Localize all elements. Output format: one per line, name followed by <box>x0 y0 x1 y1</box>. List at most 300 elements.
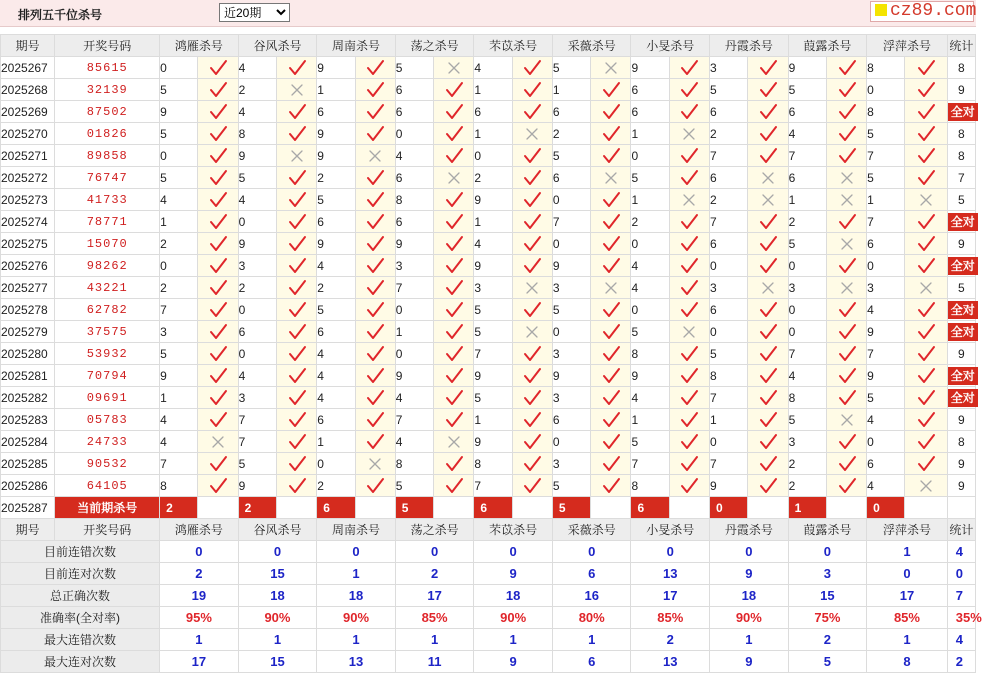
result-cell <box>434 123 474 145</box>
total-cell: 5 <box>947 277 975 299</box>
result-cell <box>748 123 788 145</box>
draw-number-cell: 70794 <box>55 365 160 387</box>
total-cell: 7 <box>947 167 975 189</box>
current-kill-value: 2 <box>160 497 198 519</box>
result-cell <box>198 431 238 453</box>
header-row <box>1 519 976 541</box>
kill-value-cell: 8 <box>160 475 198 497</box>
check-icon <box>365 411 385 429</box>
all-correct-badge: 全对 <box>948 257 978 275</box>
table-row <box>1 387 976 409</box>
result-cell <box>748 321 788 343</box>
check-icon <box>208 257 228 275</box>
kill-value-cell: 0 <box>552 189 590 211</box>
total-cell: 9 <box>947 343 975 365</box>
header-cell: 芣苡杀号 <box>474 519 553 541</box>
kill-value-cell: 5 <box>631 167 669 189</box>
kill-value-cell: 3 <box>552 277 590 299</box>
kill-value-cell: 9 <box>867 365 905 387</box>
all-correct-badge: 全对 <box>948 213 978 231</box>
kill-value-cell: 9 <box>474 431 512 453</box>
draw-number-cell: 09691 <box>55 387 160 409</box>
header-cell: 小旻杀号 <box>631 519 710 541</box>
total-cell <box>947 299 975 321</box>
result-cell <box>669 409 709 431</box>
check-icon <box>601 147 621 165</box>
check-icon <box>287 477 307 495</box>
stats-value: 6 <box>552 563 631 585</box>
total-cell <box>947 387 975 409</box>
check-icon <box>837 455 857 473</box>
check-icon <box>601 345 621 363</box>
check-icon <box>916 81 936 99</box>
check-icon <box>601 455 621 473</box>
check-icon <box>758 235 778 253</box>
kill-value-cell: 4 <box>317 387 355 409</box>
kill-value-cell: 0 <box>395 343 433 365</box>
kill-value-cell: 6 <box>395 79 433 101</box>
check-icon <box>522 455 542 473</box>
kill-value-cell: 4 <box>788 123 826 145</box>
kill-value-cell: 2 <box>788 475 826 497</box>
check-icon <box>522 59 542 77</box>
check-icon <box>916 389 936 407</box>
check-icon <box>444 125 464 143</box>
stats-value: 4 <box>947 541 975 563</box>
stats-row <box>1 651 976 673</box>
issue-cell: 2025269 <box>1 101 55 123</box>
all-correct-badge: 全对 <box>948 103 978 121</box>
result-cell <box>512 211 552 233</box>
header-cell: 葭露杀号 <box>788 35 867 57</box>
kill-value-cell: 8 <box>788 387 826 409</box>
kill-value-cell: 0 <box>160 145 198 167</box>
kill-value-cell: 5 <box>710 343 748 365</box>
kill-value-cell: 9 <box>474 365 512 387</box>
check-icon <box>208 213 228 231</box>
cross-icon <box>916 191 936 209</box>
stats-label: 目前连对次数 <box>1 563 160 585</box>
result-cell <box>826 255 866 277</box>
result-cell <box>748 475 788 497</box>
table-row <box>1 299 976 321</box>
kill-value-cell: 2 <box>238 277 276 299</box>
result-cell <box>591 123 631 145</box>
total-cell: 9 <box>947 475 975 497</box>
result-cell <box>669 255 709 277</box>
result-cell <box>198 453 238 475</box>
stats-value: 13 <box>317 651 396 673</box>
kill-value-cell: 3 <box>395 255 433 277</box>
kill-value-cell: 2 <box>631 211 669 233</box>
header-cell: 期号 <box>1 35 55 57</box>
check-icon <box>679 279 699 297</box>
kill-value-cell: 5 <box>552 475 590 497</box>
check-icon <box>522 169 542 187</box>
kill-value-cell: 9 <box>474 189 512 211</box>
table-row <box>1 409 976 431</box>
kill-value-cell: 4 <box>395 387 433 409</box>
kill-value-cell: 5 <box>552 299 590 321</box>
kill-value-cell: 9 <box>160 365 198 387</box>
result-cell <box>905 299 947 321</box>
kill-value-cell: 5 <box>395 57 433 79</box>
check-icon <box>601 301 621 319</box>
check-icon <box>287 103 307 121</box>
kill-value-cell: 1 <box>710 409 748 431</box>
check-icon <box>365 367 385 385</box>
stats-label: 准确率(全对率) <box>1 607 160 629</box>
result-cell <box>826 365 866 387</box>
total-cell: 9 <box>947 409 975 431</box>
result-cell <box>276 211 316 233</box>
check-icon <box>916 345 936 363</box>
stats-value: 2 <box>395 563 474 585</box>
cross-icon <box>758 191 778 209</box>
kill-value-cell: 1 <box>474 211 512 233</box>
result-cell <box>905 343 947 365</box>
check-icon <box>522 103 542 121</box>
total-cell <box>947 255 975 277</box>
current-total-cell <box>947 497 975 519</box>
result-cell <box>591 189 631 211</box>
stats-value: 4 <box>947 629 975 651</box>
current-kill-value: 0 <box>867 497 905 519</box>
check-icon <box>679 103 699 121</box>
kill-value-cell: 5 <box>238 167 276 189</box>
result-cell <box>355 189 395 211</box>
issue-cell: 2025283 <box>1 409 55 431</box>
result-cell <box>669 233 709 255</box>
check-icon <box>916 433 936 451</box>
stats-value: 90% <box>317 607 396 629</box>
result-cell <box>669 343 709 365</box>
period-select[interactable] <box>219 3 290 22</box>
result-cell <box>591 321 631 343</box>
result-cell <box>905 431 947 453</box>
stats-value: 1 <box>317 629 396 651</box>
draw-number-cell: 37575 <box>55 321 160 343</box>
check-icon <box>679 81 699 99</box>
check-icon <box>837 125 857 143</box>
kill-value-cell: 9 <box>552 255 590 277</box>
result-cell <box>748 365 788 387</box>
result-cell <box>591 277 631 299</box>
result-cell <box>512 299 552 321</box>
check-icon <box>758 301 778 319</box>
result-cell <box>355 431 395 453</box>
check-icon <box>365 169 385 187</box>
current-blank-cell <box>748 497 788 519</box>
check-icon <box>916 367 936 385</box>
kill-value-cell: 4 <box>867 409 905 431</box>
cross-icon <box>208 433 228 451</box>
check-icon <box>444 411 464 429</box>
result-cell <box>512 277 552 299</box>
check-icon <box>522 257 542 275</box>
result-cell <box>748 79 788 101</box>
check-icon <box>679 411 699 429</box>
result-cell <box>669 299 709 321</box>
kill-value-cell: 0 <box>631 233 669 255</box>
kill-value-cell: 2 <box>238 79 276 101</box>
kill-value-cell: 0 <box>317 453 355 475</box>
kill-value-cell: 3 <box>160 321 198 343</box>
check-icon <box>444 81 464 99</box>
draw-number-cell: 98262 <box>55 255 160 277</box>
check-icon <box>208 323 228 341</box>
stats-row <box>1 629 976 651</box>
current-issue-row <box>1 497 976 519</box>
kill-value-cell: 2 <box>160 233 198 255</box>
check-icon <box>758 81 778 99</box>
kill-value-cell: 4 <box>317 343 355 365</box>
kill-value-cell: 7 <box>238 431 276 453</box>
result-cell <box>591 79 631 101</box>
stats-row <box>1 541 976 563</box>
result-cell <box>591 101 631 123</box>
result-cell <box>512 189 552 211</box>
result-cell <box>512 343 552 365</box>
logo-text: cz89.com <box>890 1 977 21</box>
result-cell <box>748 189 788 211</box>
result-cell <box>748 233 788 255</box>
kill-value-cell: 9 <box>238 145 276 167</box>
stats-value: 7 <box>947 585 975 607</box>
kill-value-cell: 9 <box>238 233 276 255</box>
result-cell <box>591 453 631 475</box>
draw-number-cell: 05783 <box>55 409 160 431</box>
result-cell <box>826 57 866 79</box>
kill-value-cell: 0 <box>788 255 826 277</box>
result-cell <box>198 365 238 387</box>
result-cell <box>669 123 709 145</box>
stats-value: 13 <box>631 563 710 585</box>
stats-value: 90% <box>238 607 317 629</box>
kill-value-cell: 6 <box>867 453 905 475</box>
check-icon <box>837 59 857 77</box>
result-cell <box>826 431 866 453</box>
kill-value-cell: 4 <box>395 145 433 167</box>
result-cell <box>826 453 866 475</box>
issue-cell: 2025280 <box>1 343 55 365</box>
draw-number-cell: 90532 <box>55 453 160 475</box>
result-cell <box>591 343 631 365</box>
result-cell <box>355 255 395 277</box>
cross-icon <box>287 147 307 165</box>
kill-number-table <box>0 34 982 673</box>
issue-cell: 2025273 <box>1 189 55 211</box>
kill-value-cell: 9 <box>160 101 198 123</box>
check-icon <box>758 147 778 165</box>
result-cell <box>355 57 395 79</box>
result-cell <box>276 79 316 101</box>
kill-value-cell: 6 <box>710 233 748 255</box>
site-logo[interactable] <box>870 1 977 22</box>
result-cell <box>276 431 316 453</box>
stats-value: 11 <box>395 651 474 673</box>
result-cell <box>669 321 709 343</box>
result-cell <box>669 189 709 211</box>
kill-value-cell: 7 <box>710 145 748 167</box>
check-icon <box>522 147 542 165</box>
check-icon <box>208 103 228 121</box>
check-icon <box>444 213 464 231</box>
kill-value-cell: 0 <box>788 321 826 343</box>
draw-number-cell: 15070 <box>55 233 160 255</box>
stats-value: 1 <box>238 629 317 651</box>
result-cell <box>198 387 238 409</box>
kill-value-cell: 5 <box>631 321 669 343</box>
check-icon <box>208 147 228 165</box>
check-icon <box>208 279 228 297</box>
result-cell <box>905 277 947 299</box>
stats-value: 17 <box>631 585 710 607</box>
check-icon <box>287 301 307 319</box>
kill-value-cell: 0 <box>867 431 905 453</box>
kill-value-cell: 7 <box>867 211 905 233</box>
check-icon <box>208 235 228 253</box>
check-icon <box>679 301 699 319</box>
current-kill-value: 6 <box>317 497 355 519</box>
header-cell: 葭露杀号 <box>788 519 867 541</box>
total-cell: 9 <box>947 453 975 475</box>
current-kill-value: 1 <box>788 497 826 519</box>
check-icon <box>758 477 778 495</box>
check-icon <box>601 389 621 407</box>
cross-icon <box>444 169 464 187</box>
stats-value: 0 <box>788 541 867 563</box>
table-row <box>1 277 976 299</box>
stats-value: 3 <box>788 563 867 585</box>
stats-value: 1 <box>395 629 474 651</box>
result-cell <box>276 255 316 277</box>
stats-value: 95% <box>160 607 239 629</box>
kill-value-cell: 2 <box>317 167 355 189</box>
all-correct-badge: 全对 <box>948 301 978 319</box>
check-icon <box>916 125 936 143</box>
table-row <box>1 365 976 387</box>
kill-value-cell: 1 <box>474 79 512 101</box>
kill-value-cell: 5 <box>552 57 590 79</box>
stats-value: 85% <box>395 607 474 629</box>
cross-icon <box>679 125 699 143</box>
check-icon <box>758 345 778 363</box>
result-cell <box>434 321 474 343</box>
kill-value-cell: 2 <box>710 123 748 145</box>
check-icon <box>522 213 542 231</box>
result-cell <box>198 189 238 211</box>
result-cell <box>512 57 552 79</box>
kill-value-cell: 9 <box>867 321 905 343</box>
check-icon <box>444 301 464 319</box>
check-icon <box>287 345 307 363</box>
stats-value: 0 <box>160 541 239 563</box>
kill-value-cell: 8 <box>395 453 433 475</box>
check-icon <box>522 191 542 209</box>
result-cell <box>276 321 316 343</box>
check-icon <box>444 103 464 121</box>
check-icon <box>758 455 778 473</box>
kill-value-cell: 1 <box>160 211 198 233</box>
result-cell <box>748 57 788 79</box>
kill-value-cell: 5 <box>474 321 512 343</box>
result-cell <box>355 453 395 475</box>
kill-value-cell: 9 <box>317 233 355 255</box>
total-cell <box>947 365 975 387</box>
kill-value-cell: 5 <box>788 233 826 255</box>
header-row <box>1 35 976 57</box>
kill-value-cell: 6 <box>710 101 748 123</box>
result-cell <box>355 123 395 145</box>
issue-cell: 2025282 <box>1 387 55 409</box>
result-cell <box>748 343 788 365</box>
kill-value-cell: 5 <box>710 79 748 101</box>
check-icon <box>208 367 228 385</box>
current-label: 当前期杀号 <box>55 497 160 519</box>
stats-value: 90% <box>710 607 789 629</box>
check-icon <box>837 257 857 275</box>
kill-value-cell: 8 <box>710 365 748 387</box>
header-cell: 荡之杀号 <box>395 519 474 541</box>
result-cell <box>748 453 788 475</box>
kill-value-cell: 0 <box>395 123 433 145</box>
result-cell <box>512 321 552 343</box>
check-icon <box>679 367 699 385</box>
result-cell <box>748 409 788 431</box>
kill-value-cell: 0 <box>395 299 433 321</box>
result-cell <box>434 365 474 387</box>
table-row <box>1 255 976 277</box>
current-kill-value: 0 <box>710 497 748 519</box>
draw-number-cell: 24733 <box>55 431 160 453</box>
check-icon <box>365 345 385 363</box>
check-icon <box>287 257 307 275</box>
check-icon <box>758 433 778 451</box>
kill-value-cell: 4 <box>317 255 355 277</box>
check-icon <box>758 59 778 77</box>
table-row <box>1 79 976 101</box>
stats-value: 0 <box>317 541 396 563</box>
header-cell: 采薇杀号 <box>552 519 631 541</box>
check-icon <box>287 169 307 187</box>
stats-value: 0 <box>238 541 317 563</box>
check-icon <box>601 477 621 495</box>
result-cell <box>905 475 947 497</box>
kill-value-cell: 6 <box>867 233 905 255</box>
kill-value-cell: 2 <box>160 277 198 299</box>
result-cell <box>669 475 709 497</box>
kill-value-cell: 8 <box>867 57 905 79</box>
check-icon <box>837 433 857 451</box>
kill-value-cell: 4 <box>867 299 905 321</box>
result-cell <box>276 453 316 475</box>
result-cell <box>434 475 474 497</box>
kill-value-cell: 3 <box>552 387 590 409</box>
check-icon <box>758 213 778 231</box>
kill-value-cell: 6 <box>788 167 826 189</box>
kill-value-cell: 4 <box>238 57 276 79</box>
check-icon <box>444 235 464 253</box>
check-icon <box>758 323 778 341</box>
kill-value-cell: 2 <box>317 277 355 299</box>
kill-value-cell: 1 <box>631 189 669 211</box>
result-cell <box>355 79 395 101</box>
check-icon <box>208 169 228 187</box>
result-cell <box>198 277 238 299</box>
stats-value: 75% <box>788 607 867 629</box>
current-kill-value: 6 <box>474 497 512 519</box>
